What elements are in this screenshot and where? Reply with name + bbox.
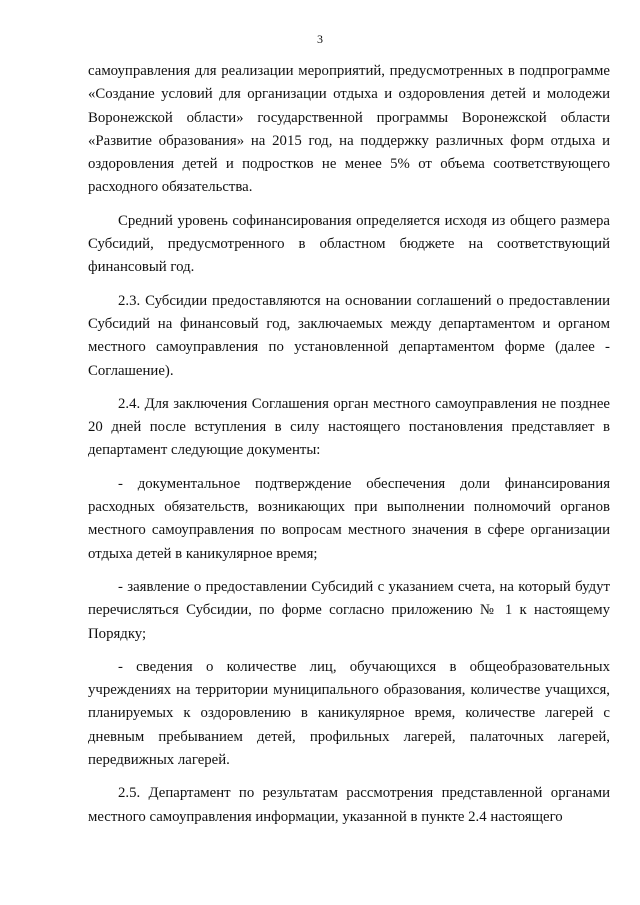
list-item-application: - заявление о предоставлении Субсидий с указанием счета, на который будут перечисляться Субсидии, по форме согласно приложению № 1 к настоящему Порядку; xyxy=(88,578,610,642)
paragraph-2-5: 2.5. Департамент по результатам рассмотрения представленной органами местного самоуправления информации, указанной в пункте 2.4 настоящего xyxy=(88,785,610,825)
paragraph-2-4: 2.4. Для заключения Соглашения орган местного самоуправления не позднее 20 дней после вступления в силу настоящего постановления представляет в департамент следующие документы: xyxy=(88,395,610,459)
paragraph-continuation: самоуправления для реализации мероприятий, предусмотренных в подпрограмме «Создание условий для организации отдыха и оздоровления детей и молодежи Воронежской области» государственной программы Воронежской области «Развитие образования» на 2015 год, на поддержку различных форм отдыха и оздоровления детей и подростков не менее 5% от объема соответствующего расходного обязательства. xyxy=(88,63,610,196)
page-number: 3 xyxy=(317,32,323,46)
document-body xyxy=(88,60,610,839)
paragraph-2-3: 2.3. Субсидии предоставляются на основании соглашений о предоставлении Субсидий на финансовый год, заключаемых между департаментом и органом местного самоуправления по установленной департаментом форме (далее - Соглашение). xyxy=(88,292,610,379)
paragraph-cofinancing-level: Средний уровень софинансирования определяется исходя из общего размера Субсидий, предусмотренного в областном бюджете на соответствующий финансовый год. xyxy=(88,212,610,276)
list-item-financing-confirmation: - документальное подтверждение обеспечения доли финансирования расходных обязательств, возникающих при выполнении полномочий органов местного самоуправления по вопросам местного значения в сфере организации отдыха детей в каникулярное время; xyxy=(88,475,610,562)
list-item-student-info: - сведения о количестве лиц, обучающихся в общеобразовательных учреждениях на территории муниципального образования, количестве учащихся, планируемых к оздоровлению в каникулярное время, количестве лагерей с дневным пребыванием детей, профильных лагерей, палаточных лагерей, передвижных лагерей. xyxy=(88,658,610,769)
